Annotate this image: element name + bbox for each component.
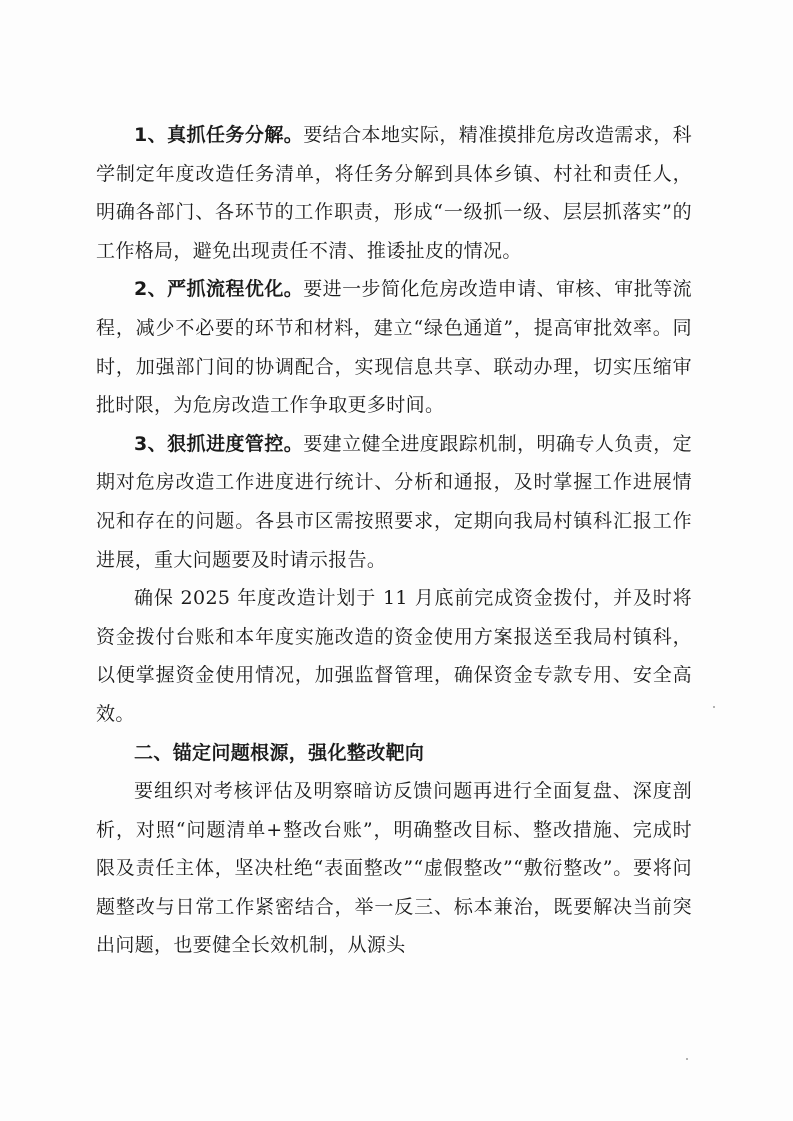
paragraph-task-breakdown <box>96 116 692 270</box>
paragraph-text: 要结合本地实际，精准摸排危房改造需求，科学制定年度改造任务清单，将任务分解到具体乡镇、村社和责任人，明确各部门、各环节的工作职责，形成“一级抓一级、层层抓落实”的工作格局，避免出现责任不清、推诿扯皮的情况。 <box>96 124 692 262</box>
paragraph-text: 要进一步简化危房改造申请、审核、审批等流程，减少不必要的环节和材料，建立“绿色通道”，提高审批效率。同时，加强部门间的协调配合，实现信息共享、联动办理，切实压缩审批时限，为危房改造工作争取更多时间。 <box>96 278 692 417</box>
paragraph-lead: 2、严抓流程优化。 <box>134 278 304 301</box>
paragraph-fund-allocation <box>96 579 692 733</box>
document-body <box>96 116 692 965</box>
paragraph-process-optimization <box>96 270 692 424</box>
paragraph-text: 要组织对考核评估及明察暗访反馈问题再进行全面复盘、深度剖析，对照“问题清单+整改台账”，明确整改目标、整改措施、完成时限及责任主体，坚决杜绝“表面整改”“虚假整改”“敷衍整改”。要将问题整改与日常工作紧密结合，举一反三、标本兼治，既要解决当前突出问题，也要健全长效机制，从源头 <box>96 780 692 957</box>
paragraph-problem-rectification <box>96 772 692 965</box>
scan-speck <box>713 706 715 708</box>
scan-speck <box>686 1058 688 1060</box>
paragraph-progress-control <box>96 425 692 579</box>
paragraph-text: 要建立健全进度跟踪机制，明确专人负责，定期对危房改造工作进度进行统计、分析和通报，及时掌握工作进展情况和存在的问题。各县市区需按照要求，定期向我局村镇科汇报工作进展，重大问题要及时请示报告。 <box>96 432 692 571</box>
paragraph-lead: 1、真抓任务分解。 <box>134 124 304 146</box>
section-heading: 二、锚定问题根源，强化整改靶向 <box>134 741 425 764</box>
paragraph-text: 确保 2025 年度改造计划于 11 月底前完成资金拨付，并及时将资金拨付台账和本年度实施改造的资金使用方案报送至我局村镇科，以便掌握资金使用情况，加强监督管理，确保资金专款专用、安全高效。 <box>96 587 692 725</box>
paragraph-lead: 3、狠抓进度管控。 <box>134 432 304 455</box>
